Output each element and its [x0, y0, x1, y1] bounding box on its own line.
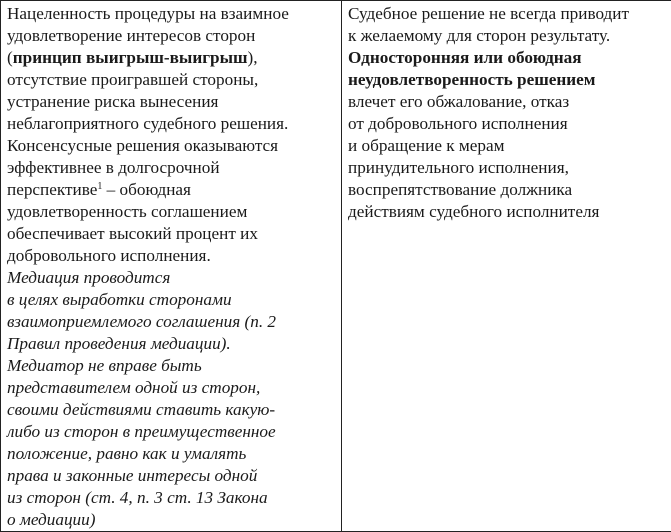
text-line: своими действиями ставить какую- — [7, 399, 335, 421]
text-line: удовлетворенность соглашением — [7, 201, 335, 223]
text-fragment: – обоюдная — [102, 180, 191, 199]
text-line: добровольного исполнения. — [7, 245, 335, 267]
right-cell-court-decision — [342, 1, 671, 532]
text-line: от добровольного исполнения — [348, 113, 671, 135]
text-line: Консенсусные решения оказываются — [7, 135, 335, 157]
text-line: взаимоприемлемого соглашения (п. 2 — [7, 311, 335, 333]
mediation-paragraph-1 — [7, 3, 335, 135]
left-cell-mediation — [1, 1, 342, 532]
text-line: права и законные интересы одной — [7, 465, 335, 487]
text-line: из сторон (ст. 4, п. 3 ст. 13 Закона — [7, 487, 335, 509]
footnote-marker: 1 — [97, 181, 102, 192]
text-line: положение, равно как и умалять — [7, 443, 335, 465]
text-line: устранение риска вынесения — [7, 91, 335, 113]
text-line: неблагоприятного судебного решения. — [7, 113, 335, 135]
mediation-paragraph-3 — [7, 267, 335, 355]
mediation-paragraph-4 — [7, 355, 335, 531]
text-line: Нацеленность процедуры на взаимное — [7, 3, 335, 25]
text-line: к желаемому для сторон результату. — [348, 25, 671, 47]
text-line-with-bold — [7, 47, 335, 69]
text-line: Медиация проводится — [7, 267, 335, 289]
text-line: либо из сторон в преимущественное — [7, 421, 335, 443]
text-line: воспрепятствование должника — [348, 179, 671, 201]
bold-text-line: Односторонняя или обоюдная — [348, 47, 671, 69]
text-line: представителем одной из сторон, — [7, 377, 335, 399]
court-paragraph-2 — [348, 47, 671, 223]
text-line: Правил проведения медиации). — [7, 333, 335, 355]
bold-text-line: неудовлетворенность решением — [348, 69, 671, 91]
text-line: обеспечивает высокий процент их — [7, 223, 335, 245]
text-line: и обращение к мерам — [348, 135, 671, 157]
text-line: влечет его обжалование, отказ — [348, 91, 671, 113]
text-line: в целях выработки сторонами — [7, 289, 335, 311]
court-paragraph-1 — [348, 3, 671, 47]
text-line: принудительного исполнения, — [348, 157, 671, 179]
text-line: о медиации) — [7, 509, 335, 531]
table-row — [1, 1, 671, 532]
text-line: эффективнее в долгосрочной — [7, 157, 335, 179]
text-line: Медиатор не вправе быть — [7, 355, 335, 377]
mediation-paragraph-2 — [7, 135, 335, 267]
close-paren: ), — [248, 48, 258, 67]
text-line: действиям судебного исполнителя — [348, 201, 671, 223]
text-line: Судебное решение не всегда приводит — [348, 3, 671, 25]
text-line-with-footnote — [7, 179, 335, 201]
win-win-principle: принцип выигрыш-выигрыш — [13, 48, 248, 67]
text-line: отсутствие проигравшей стороны, — [7, 69, 335, 91]
text-line: удовлетворение интересов сторон — [7, 25, 335, 47]
text-fragment: перспективе — [7, 180, 97, 199]
open-paren: ( — [7, 48, 13, 67]
